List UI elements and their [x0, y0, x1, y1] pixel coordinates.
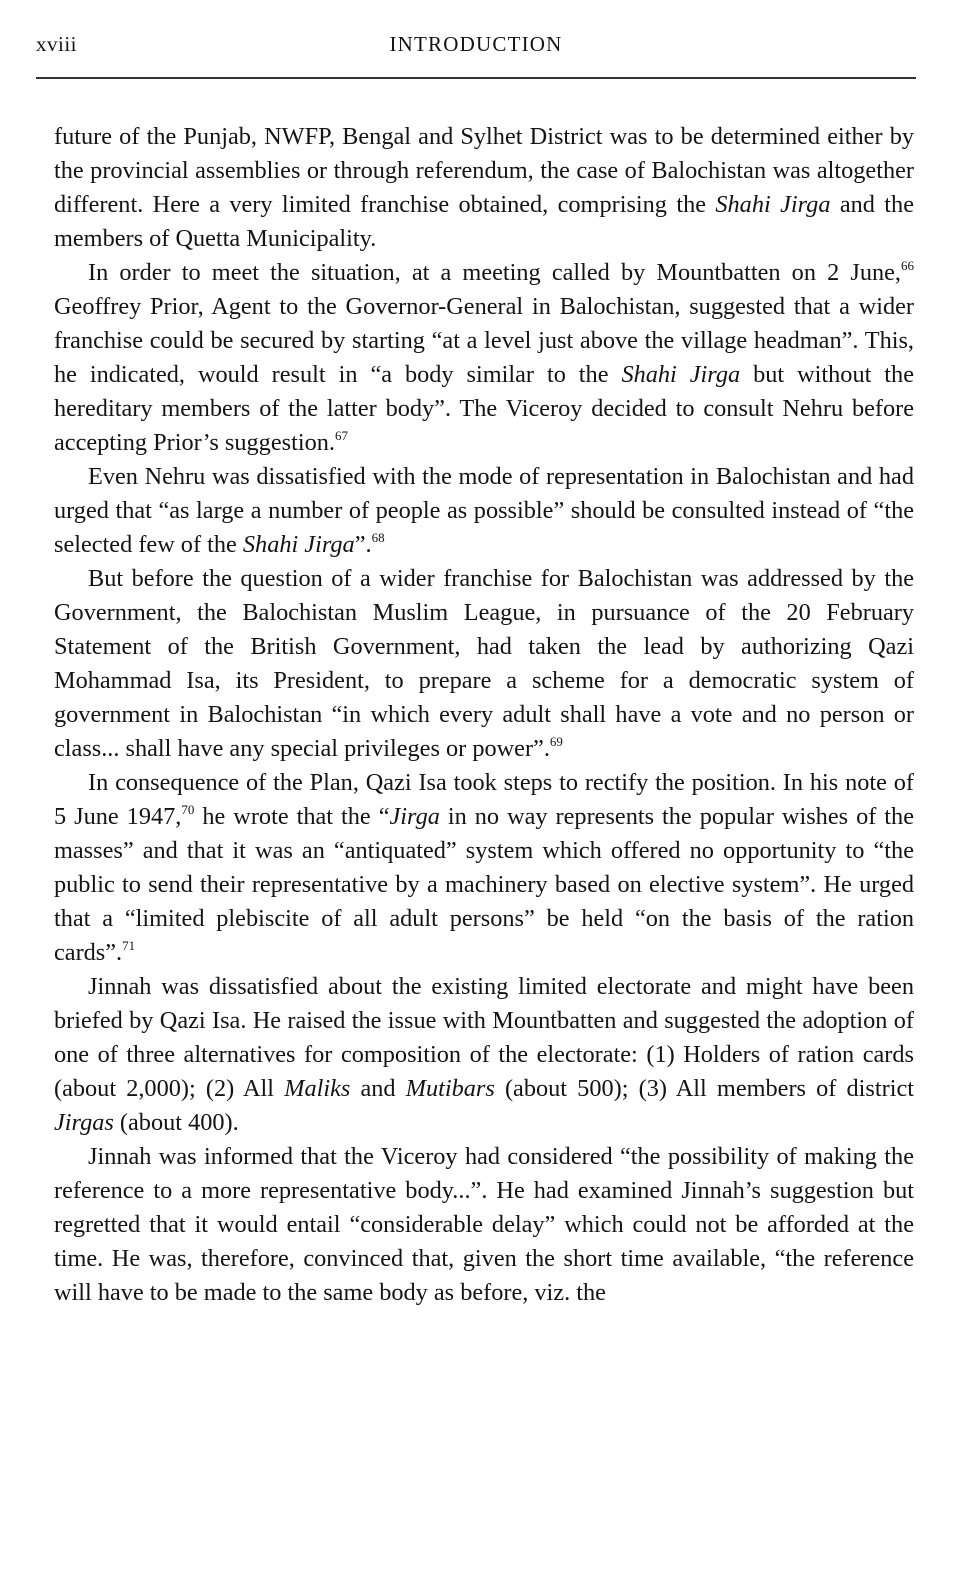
italic-term: Maliks: [284, 1075, 351, 1102]
footnote-ref: 70: [181, 802, 195, 817]
running-head: INTRODUCTION: [389, 32, 563, 56]
paragraph-1: [54, 120, 914, 256]
page-header: [36, 30, 916, 64]
text-run: In consequence of the Plan, Qazi Isa took steps to rectify the position. In his note of 5 June 1947,: [54, 769, 914, 830]
text-run: and: [350, 1075, 406, 1102]
text-run: (about 500); (3) All members of district: [494, 1075, 915, 1102]
footnote-ref: 67: [334, 428, 348, 443]
text-run: Even Nehru was dissatisfied with the mode of representation in Balochistan and had urged that “as large a number of people as possible” should be consulted instead of “the selected few of the: [54, 463, 914, 558]
text-run: but without the hereditary members of the latter body”. The Viceroy decided to consult Nehru before accepting Prior’s suggestion.: [54, 361, 914, 456]
paragraph-2: [54, 256, 914, 460]
italic-term: Shahi Jirga: [715, 191, 831, 218]
text-run: Geoffrey Prior, Agent to the Governor-General in Balochistan, suggested that a wider franchise could be secured by starting “at a level just above the village headman”. This, he indicated, would result in “a body similar to the: [54, 293, 914, 388]
italic-term: Jirgas: [54, 1109, 114, 1136]
footnote-ref: 71: [122, 938, 136, 953]
text-run: ”.: [354, 531, 372, 558]
page-number: xviii: [36, 32, 78, 56]
text-run: and the members of Quetta Municipality.: [54, 191, 914, 252]
paragraph-4: [54, 562, 914, 766]
text-run: Jinnah was dissatisfied about the existing limited electorate and might have been briefed by Qazi Isa. He raised the issue with Mountbatten and suggested the adoption of one of three alternatives for composition of the electorate: (1) Holders of ration cards (about 2,000); (2) All: [54, 973, 914, 1102]
italic-term: Shahi Jirga: [242, 531, 355, 558]
paragraph-3: [54, 460, 914, 562]
paragraph-5: [54, 766, 914, 970]
text-run: In order to meet the situation, at a meeting called by Mountbatten on 2 June,: [88, 259, 901, 286]
italic-term: Mutibars: [405, 1075, 495, 1102]
italic-term: Jirga: [389, 803, 440, 830]
footnote-ref: 68: [371, 530, 385, 545]
text-run: But before the question of a wider franchise for Balochistan was addressed by the Government, the Balochistan Muslim League, in pursuance of the 20 February Statement of the British Government, had taken the lead by authorizing Qazi Mohammad Isa, its President, to prepare a scheme for a democratic system of government in Balochistan “in which every adult shall have a vote and no person or class... shall have any special privileges or power”.: [54, 565, 914, 762]
text-run: in no way represents the popular wishes of the masses” and that it was an “antiquated” system which offered no opportunity to “the public to send their representative by a machinery based on elective system”. He urged that a “limited plebiscite of all adult persons” be held “on the basis of the ration cards”.: [54, 803, 914, 966]
footnote-ref: 66: [901, 258, 914, 273]
text-run: he wrote that the “: [194, 803, 390, 830]
paragraph-7: [54, 1140, 914, 1310]
text-run: future of the Punjab, NWFP, Bengal and Sylhet District was to be determined either by the provincial assemblies or through referendum, the case of Balochistan was altogether different. Here a very limited franchise obtained, comprising the: [54, 123, 914, 218]
footnote-ref: 69: [549, 734, 563, 749]
italic-term: Shahi Jirga: [621, 361, 741, 388]
header-rule: [36, 77, 916, 79]
paragraph-6: [54, 970, 914, 1140]
text-run: (about 400).: [113, 1109, 239, 1136]
text-run: Jinnah was informed that the Viceroy had considered “the possibility of making the reference to a more representative body...”. He had examined Jinnah’s suggestion but regretted that it would entail “considerable delay” which could not be afforded at the time. He was, therefore, convinced that, given the short time available, “the reference will have to be made to the same body as before, viz. the: [54, 1143, 914, 1306]
body-text: [54, 120, 914, 1310]
